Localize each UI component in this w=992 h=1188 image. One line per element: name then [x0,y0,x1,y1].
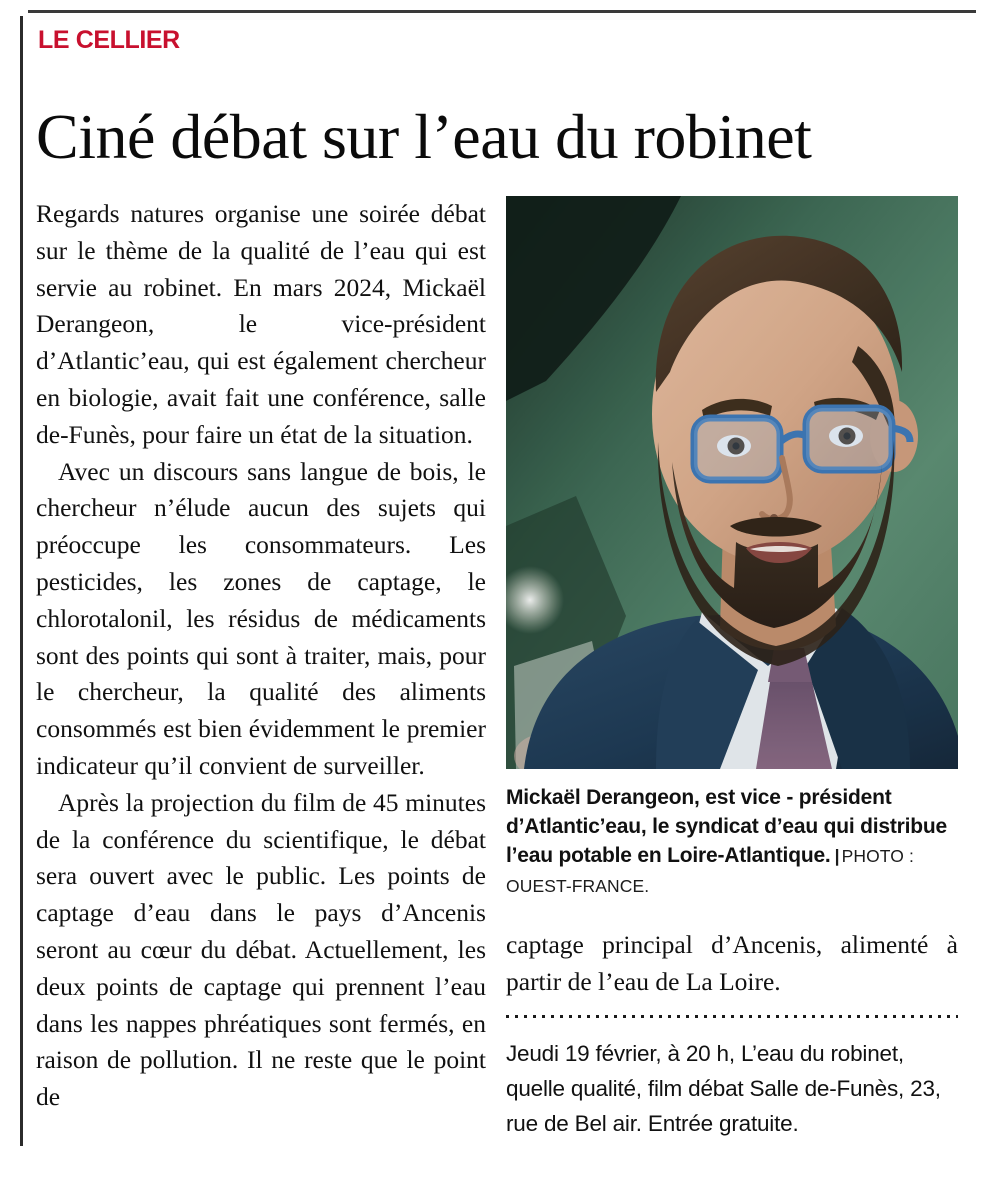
credit-text: PHOTO : OUEST-FRANCE. [506,846,914,896]
jump-paragraph: captage principal d’Ancenis, alimenté à partir de l’eau de La Loire. [506,930,958,996]
credit-separator: | [834,846,840,866]
body-paragraph: Regards natures organise une soirée débat sur le thème de la qualité de l’eau qui est servie au robinet. En mars 2024, Mickaël Derangeon, le vice-président d’Atlantic’eau, qui est également chercheur en biologie, avait fait une conférence, salle de-Funès, pour faire un état de la situation. [36,199,486,449]
body-paragraph: Avec un discours sans langue de bois, le chercheur n’élude aucun des sujets qui préoccupe les consommateurs. Les pesticides, les zones de captage, le chlorotalonil, les résidus de médicaments sont des points qui sont à traiter, mais, pour le chercheur, la qualité des aliments consommés est bien évidemment le premier indicateur qu’il convient de surveiller. [36,456,486,780]
photo-caption [506,783,958,901]
top-horizontal-rule [28,10,976,13]
section-kicker: LE CELLIER [38,26,180,54]
page-title: Ciné débat sur l’eau du robinet [36,100,812,172]
left-vertical-rule [20,16,23,1146]
dotted-separator [506,1015,958,1018]
practical-info: Jeudi 19 février, à 20 h, L’eau du robinet, quelle qualité, film débat Salle de-Funès, 23, rue de Bel air. Entrée gratuite. [506,1040,941,1136]
article-photo [506,196,958,769]
photo-caption-text: Mickaël Derangeon, est vice - président d’Atlantic’eau, le syndicat d’eau qui distribue l’eau potable en Loire-Atlantique. [506,786,948,867]
right-column [506,196,958,1141]
body-paragraph: Après la projection du film de 45 minutes de la conférence du scientifique, le débat sera ouvert avec le public. Les points de captage d’eau dans le pays d’Ancenis seront au cœur du débat. Actuellement, les deux points de captage qui prennent l’eau dans les nappes phréatiques sont fermés, en raison de pollution. Il ne reste que le point de [36,787,486,1112]
portrait-illustration [506,196,958,769]
left-column [36,196,486,1116]
